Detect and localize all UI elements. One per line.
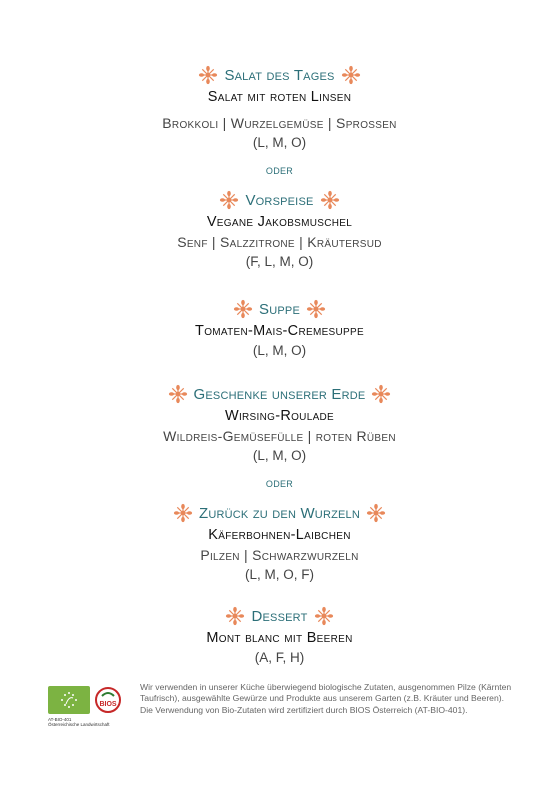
certification-logos [48, 686, 130, 732]
flower-icon [219, 190, 239, 210]
separator-oder: oder [265, 162, 294, 177]
dish-name: Tomaten-Mais-Cremesuppe [195, 323, 364, 339]
heading-label: Dessert [251, 607, 308, 625]
heading-label: Geschenke unserer Erde [193, 385, 366, 403]
course-heading [0, 605, 559, 627]
course-heading [0, 64, 559, 86]
separator-oder: oder [265, 475, 294, 490]
menu [0, 64, 559, 668]
allergens: (L, M, O) [252, 343, 307, 358]
allergens: (L, M, O, F) [245, 567, 314, 582]
course-starter [0, 189, 559, 272]
flower-icon [233, 299, 253, 319]
logo-caption: AT-BIO-401 Österreichische Landwirtschaft [48, 717, 110, 727]
flower-icon [314, 606, 334, 626]
eu-organic-logo [48, 686, 90, 714]
heading-label: Zurück zu den Wurzeln [198, 504, 361, 522]
flower-icon [320, 190, 340, 210]
flower-icon [198, 65, 218, 85]
organic-note: Wir verwenden in unserer Küche überwiegend biologische Zutaten, ausgenommen Pilze (Kärnten Taufrisch), ausgewählte Gewürze und Produkte aus unserem Garten (z.B. Kräuter und Beeren). Die Verwendung von Bio-Zutaten wird zertifiziert durch BIOS Österreich (AT-BIO-401). [140, 682, 512, 715]
course-heading [0, 502, 559, 524]
svg-text:BIOS: BIOS [99, 701, 117, 708]
allergens: (L, M, O) [252, 448, 307, 463]
flower-icon [306, 299, 326, 319]
flower-icon [371, 384, 391, 404]
heading-label: Vorspeise [245, 191, 314, 209]
flower-icon [225, 606, 245, 626]
course-soup [0, 298, 559, 361]
footer [48, 682, 518, 732]
course-heading [0, 189, 559, 211]
course-main-2 [0, 502, 559, 585]
allergens: (F, L, M, O) [245, 254, 314, 269]
heading-label: Suppe [259, 300, 300, 318]
heading-label: Salat des Tages [224, 66, 335, 84]
flower-icon [168, 384, 188, 404]
dish-description: Senf | Salzzitrone | Kräutersud [177, 234, 382, 250]
course-main-1 [0, 383, 559, 466]
dish-name: Wirsing-Roulade [224, 408, 335, 424]
course-salad [0, 64, 559, 153]
course-heading [0, 298, 559, 320]
dish-name: Mont blanc mit Beeren [206, 630, 353, 646]
bios-logo [94, 686, 122, 714]
dish-description: Brokkoli | Wurzelgemüse | Sprossen [162, 115, 397, 131]
dish-description: Pilzen | Schwarzwurzeln [200, 547, 359, 563]
dish-name: Vegane Jakobsmuschel [206, 214, 353, 230]
course-heading [0, 383, 559, 405]
dish-description: Wildreis-Gemüsefülle | roten Rüben [163, 428, 396, 444]
course-dessert [0, 605, 559, 668]
dish-name: Käferbohnen-Laibchen [208, 527, 351, 543]
flower-icon [173, 503, 193, 523]
flower-icon [341, 65, 361, 85]
allergens: (A, F, H) [254, 650, 305, 665]
dish-name: Salat mit roten Linsen [207, 89, 352, 105]
allergens: (L, M, O) [252, 135, 307, 150]
flower-icon [366, 503, 386, 523]
